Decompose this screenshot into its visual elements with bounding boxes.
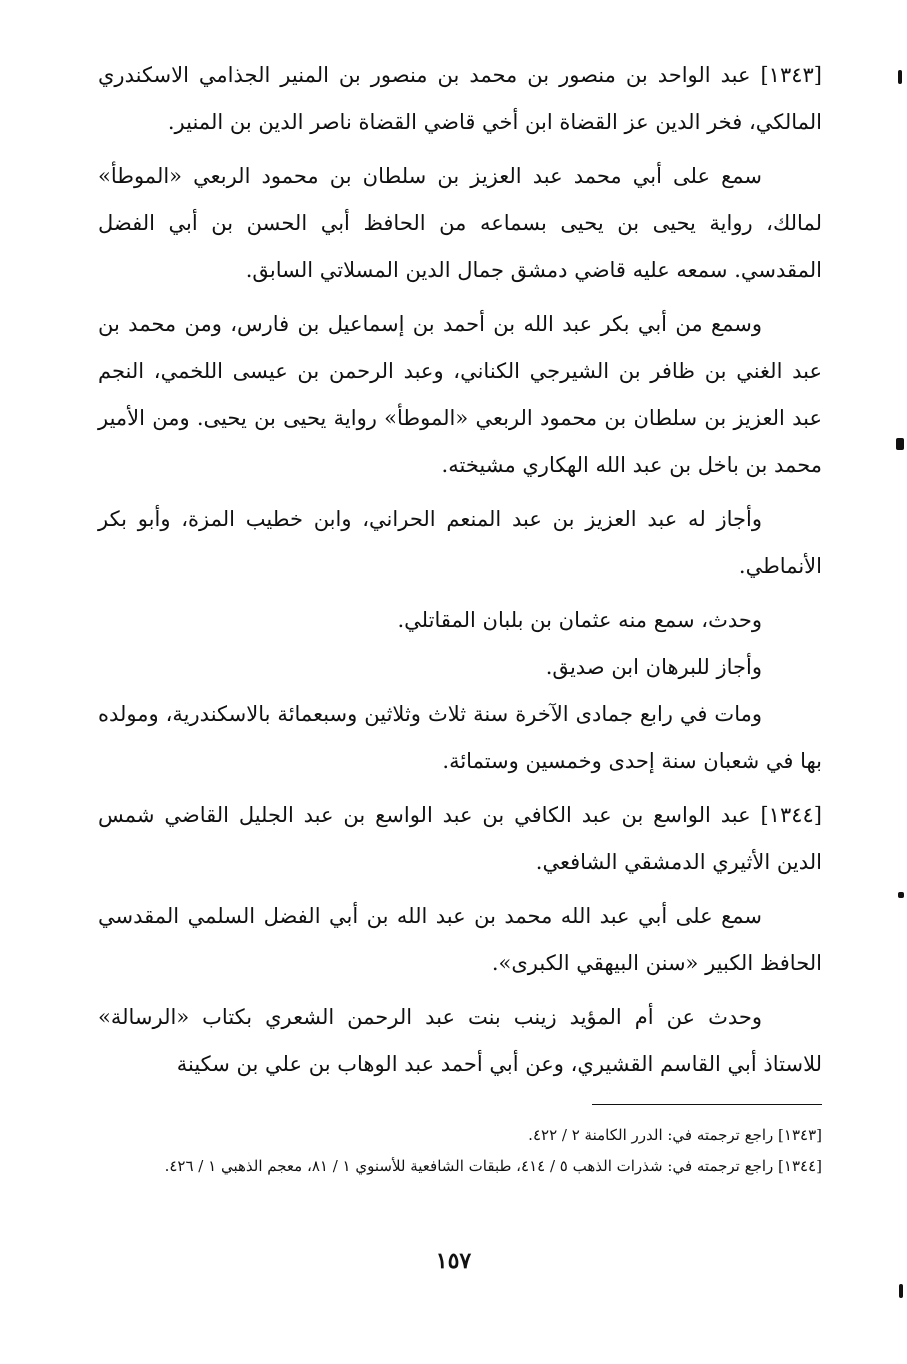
entry-1343-paragraph: سمع على أبي محمد عبد العزيز بن سلطان بن محمود الربعي «الموطأ» لمالك، رواية يحيى بن يحيى بسماعه من الحافظ أبي الحسن بن أبي الفضل المقدسي. سمعه عليه قاضي دمشق جمال الدين المسلاتي السابق. [98,164,822,282]
scan-mark [898,70,902,84]
entry-1343-paragraph: وأجاز له عبد العزيز بن عبد المنعم الحراني، وابن خطيب المزة، وأبو بكر الأنماطي. [98,507,822,578]
entry-1343-paragraph: وحدث، سمع منه عثمان بن بلبان المقاتلي. [397,608,762,632]
scan-mark [898,892,904,898]
entry-1344-paragraph: وحدث عن أم المؤيد زينب بنت عبد الرحمن الشعري بكتاب «الرسالة» للاستاذ أبي القاسم القشيري، وعن أبي أحمد عبد الوهاب بن علي بن سكينة [98,1005,822,1076]
entry-1344-paragraph: سمع على أبي عبد الله محمد بن عبد الله بن أبي الفضل السلمي المقدسي الحافظ الكبير «سنن البيهقي الكبرى». [98,904,822,975]
footnote-1343: [١٣٤٣] راجع ترجمته في: الدرر الكامنة ٢ / ٤٢٢. [528,1126,822,1144]
scan-mark [899,1284,903,1298]
entry-1343-heading: [١٣٤٣] عبد الواحد بن منصور بن محمد بن منصور بن المنير الجذامي الاسكندري المالكي، فخر الدين عز القضاة ابن أخي قاضي القضاة ناصر الدين بن المنير. [98,63,822,134]
footnotes [98,1120,822,1182]
page-number: ١٥٧ [435,1248,472,1274]
scan-mark [896,438,904,450]
entry-1343-paragraph: ومات في رابع جمادى الآخرة سنة ثلاث وثلاثين وسبعمائة بالاسكندرية، ومولده بها في شعبان سنة إحدى وخمسين وستمائة. [98,702,822,773]
footnote-1344: [١٣٤٤] راجع ترجمته في: شذرات الذهب ٥ / ٤١٤، طبقات الشافعية للأسنوي ١ / ٨١، معجم الذهبي ١ / ٤٢٦. [164,1157,822,1175]
entry-1344-heading: [١٣٤٤] عبد الواسع بن عبد الكافي بن عبد الواسع بن عبد الجليل القاضي شمس الدين الأثيري الدمشقي الشافعي. [98,803,822,874]
footnote-divider [592,1104,822,1105]
entry-1343-paragraph: وسمع من أبي بكر عبد الله بن أحمد بن إسماعيل بن فارس، ومن محمد بن عبد الغني بن ظافر بن الشيرجي الكناني، وعبد الرحمن بن عيسى اللخمي، النجم عبد العزيز بن سلطان بن محمود الربعي «الموطأ» رواية يحيى بن يحيى. ومن الأمير محمد بن باخل بن عبد الله الهكاري مشيخته. [98,312,822,477]
entry-1343-paragraph: وأجاز للبرهان ابن صديق. [545,655,762,679]
page-body [98,52,822,1095]
